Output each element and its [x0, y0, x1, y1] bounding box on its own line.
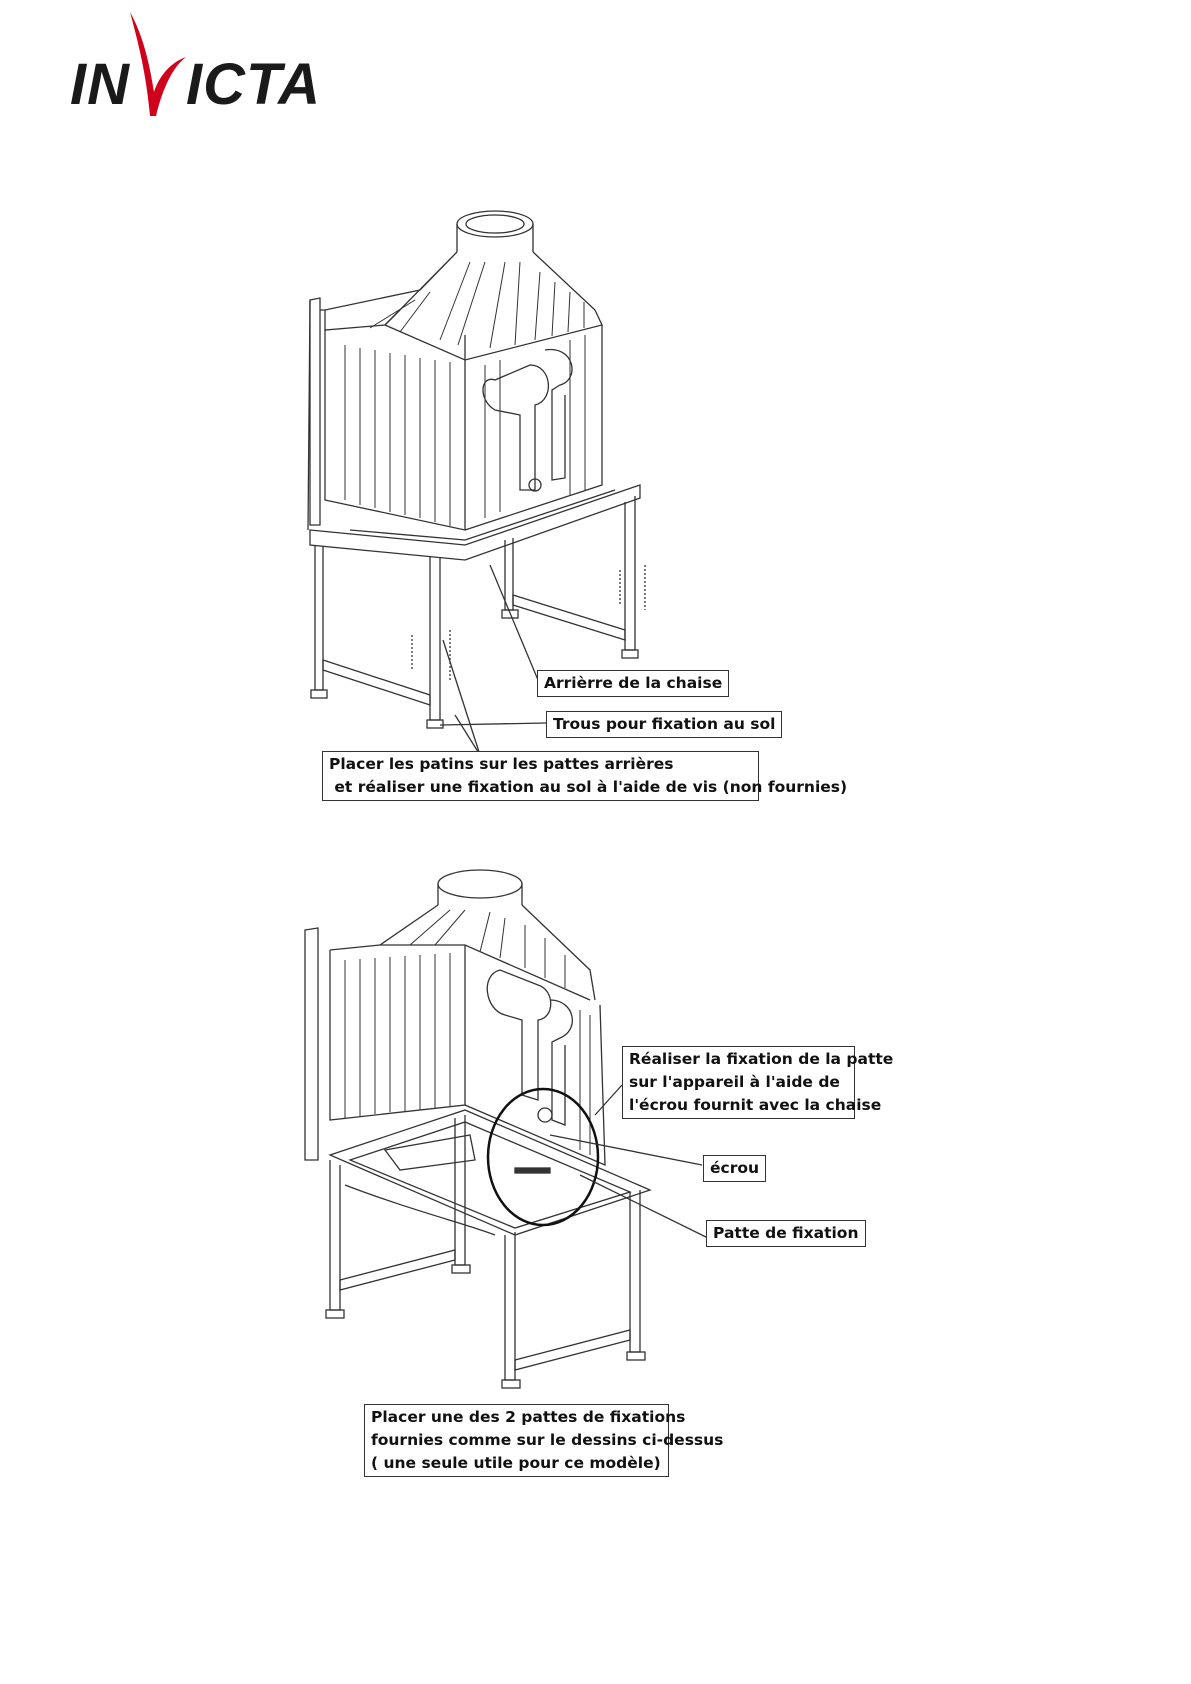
- svg-text:IN: IN: [70, 52, 130, 117]
- callout-rear-of-chair: Arrièrre de la chaise: [537, 670, 729, 697]
- callout-fixing-bracket: Patte de fixation: [706, 1220, 866, 1247]
- callout-top-instructions: Placer les patins sur les pattes arrières et réaliser une fixation au sol à l'aide de vis (non fournies): [322, 751, 759, 801]
- svg-text:ICTA: ICTA: [186, 52, 322, 117]
- invicta-logo-mark: [68, 12, 358, 122]
- insert-on-chair-rear-view: [290, 200, 750, 800]
- callout-bottom-instructions: Placer une des 2 pattes de fixations fournies comme sur le dessins ci-dessus ( une seule utile pour ce modèle): [364, 1404, 669, 1477]
- callout-floor-fixing-holes: Trous pour fixation au sol: [546, 711, 782, 738]
- invicta-logo: [68, 12, 358, 122]
- insert-fixing-bracket-view: [290, 860, 870, 1400]
- callout-fixation-instruction: Réaliser la fixation de la patte sur l'appareil à l'aide de l'écrou fournit avec la chaise: [622, 1046, 855, 1119]
- callout-nut: écrou: [703, 1155, 766, 1182]
